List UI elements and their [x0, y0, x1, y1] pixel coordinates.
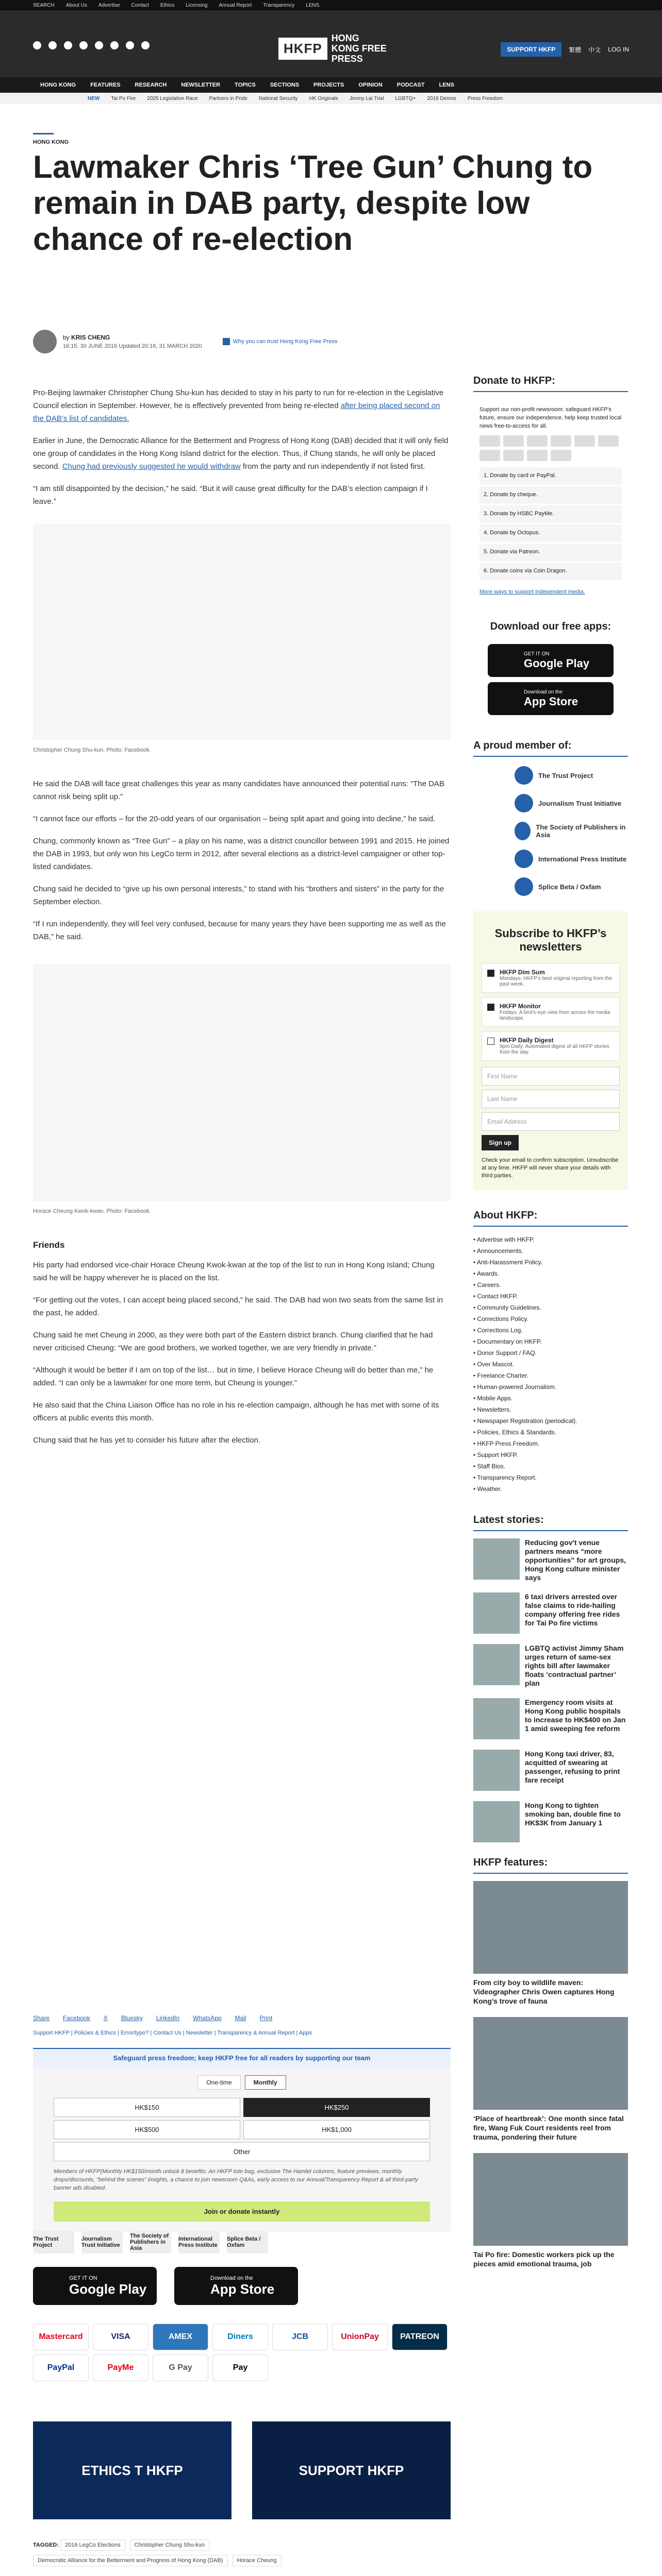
tag[interactable]: Horace Cheung [233, 2555, 282, 2566]
feature-title: From city boy to wildlife maven: Videographer Chris Owen captures Hong Kong’s trove of fauna [473, 1978, 615, 2005]
threads-icon[interactable] [79, 41, 88, 49]
splice-logo[interactable]: Splice Beta / Oxfam [227, 2231, 268, 2253]
category-rule [33, 133, 54, 134]
util-ethics[interactable]: Ethics [160, 2, 175, 8]
tab-monthly[interactable]: Monthly [245, 2075, 286, 2090]
author-avatar[interactable] [33, 330, 57, 353]
nav-topics[interactable]: TOPICS [235, 82, 256, 88]
app-store-button[interactable] [174, 2267, 298, 2305]
inline-link[interactable]: after being placed second on the DAB’s list of candidates. [33, 401, 440, 423]
newsletter-note: Check your email to confirm subscription. Unsubscribe at any time. HKFP will never share your details with third parties. [482, 1157, 619, 1179]
member-jti[interactable] [473, 794, 628, 812]
feature-story[interactable] [473, 1881, 628, 2006]
donate-intro: Support our non-profit newsroom: safeguard HKFP’s future, ensure our independence, help keep trusted local news free-to-access for all. [479, 406, 622, 429]
email-field[interactable]: Email Address [482, 1112, 620, 1131]
ipi-logo[interactable]: International Press Institute [178, 2231, 220, 2253]
trending-item[interactable]: National Security [259, 95, 298, 101]
diners-icon [551, 435, 571, 447]
util-annual-report[interactable]: Annual Report [219, 2, 252, 8]
member-logos-row [33, 2231, 268, 2253]
ipi-icon [515, 850, 533, 868]
newsletter-option[interactable] [482, 997, 620, 1027]
youtube-icon[interactable] [95, 41, 103, 49]
section-subhead: Friends [33, 1240, 65, 1250]
about-title: About HKFP: [473, 1206, 628, 1227]
article-photo [33, 523, 451, 740]
byline [33, 330, 338, 353]
payment-mini-logos [479, 435, 622, 461]
mastercard-logo: Mastercard [33, 2324, 89, 2350]
author-name[interactable]: KRIS CHENG [71, 334, 110, 341]
lang-chinese[interactable]: 中文 [588, 46, 601, 54]
newsletter-desc: Fridays: A bird’s-eye view from across the media landscape. [500, 1010, 610, 1021]
tags-section [33, 2537, 285, 2568]
story-thumbnail [473, 1538, 520, 1580]
newsletter-name: HKFP Monitor [500, 1003, 541, 1010]
paragraph: He also said that the China Liaison Office has no role in his re-election campaign, although he has met with some of its officers at public events this month. [33, 1401, 439, 1422]
tag[interactable]: Christopher Chung Shu-kun [130, 2539, 209, 2551]
newsletter-option[interactable] [482, 1031, 620, 1061]
last-name-field[interactable]: Last Name [482, 1090, 620, 1108]
donate-option[interactable]: 6. Donate coins via Coin Dragon. [479, 563, 622, 580]
apps-title: Download our free apps: [490, 621, 611, 632]
as-big: App Store [210, 2281, 275, 2297]
tagged-label: TAGGED: [33, 2542, 59, 2548]
member-splice[interactable] [473, 877, 628, 896]
trending-item[interactable]: Jimmy Lai Trial [349, 95, 384, 101]
site-header [0, 10, 662, 77]
nav-research[interactable]: RESEARCH [135, 82, 167, 88]
paragraph: His party had endorsed vice-chair Horace Cheung Kwok-kwan at the top of the list to run in Hong Kong Island; Chung said he will be happy wherever he is placed on the list. [33, 1261, 435, 1282]
amex-logo: AMEX [153, 2324, 208, 2350]
amount-option[interactable]: HK$150 [54, 2098, 240, 2117]
trending-item[interactable]: HK Originals [309, 95, 338, 101]
trending-bar [0, 93, 662, 104]
share-bar [33, 2014, 272, 2022]
feature-thumbnail [473, 1881, 628, 1974]
google-play-button[interactable] [33, 2267, 157, 2305]
inline-link[interactable]: Chung had previously suggested he would withdraw [62, 462, 241, 471]
jti-logo[interactable]: Journalism Trust Initiative [81, 2231, 123, 2253]
donate-option[interactable]: 5. Donate via Patreon. [479, 544, 622, 561]
about-list [473, 1234, 628, 1495]
as-small: Download on the [524, 689, 563, 695]
member-label: The Trust Project [538, 771, 593, 779]
patreon-icon [479, 450, 500, 461]
features-title: HKFP features: [473, 1853, 628, 1874]
nav-hong-kong[interactable]: HONG KONG [40, 82, 76, 88]
payme-logo: PayMe [93, 2354, 148, 2381]
about-item[interactable]: • Announcements. [473, 1245, 628, 1257]
story-title: Hong Kong taxi driver, 83, acquitted of swearing at passenger, refusing to print fare receipt [525, 1750, 620, 1784]
paypal-icon [503, 450, 524, 461]
logo-mark: HKFP [278, 38, 327, 60]
story-thumbnail [473, 1592, 520, 1634]
paragraph: Earlier in June, the Democratic Alliance for the Betterment and Progress of Hong Kong (DAB) decided that it will only field one group of candidates in the Hong Kong Island district for the election. Thus, if Chung stands, he will only be placed second. Chung had previously suggested he would withdraw from the party and run independently if not listed first. [33, 436, 449, 471]
donate-widget [33, 2048, 451, 2232]
feature-story[interactable] [473, 2017, 628, 2142]
sopa-icon [515, 822, 531, 840]
util-contact[interactable]: Contact [131, 2, 149, 8]
member-label: The Society of Publishers in Asia [536, 823, 626, 839]
member-label: Splice Beta / Oxfam [538, 883, 601, 891]
util-advertise[interactable]: Advertise [98, 2, 120, 8]
story-thumbnail [473, 1750, 520, 1791]
gpay-icon [551, 450, 571, 461]
checkbox-icon[interactable] [487, 970, 494, 977]
gpay-logo: G Pay [153, 2354, 208, 2381]
newsletter-option[interactable] [482, 963, 620, 993]
trust-label: Why you can trust Hong Kong Free Press [233, 338, 338, 345]
member-title: A proud member of: [473, 736, 628, 757]
trust-project-logo[interactable]: The Trust Project [33, 2231, 74, 2253]
paragraph: “For getting out the votes, I can accept being placed second,” he said. The DAB had won two seats from the same list in the past, he added. [33, 1296, 443, 1317]
jcb-icon [574, 435, 595, 447]
share-mail[interactable]: Mail [235, 2014, 246, 2022]
utility-bar [0, 0, 662, 10]
gp-big: Google Play [69, 2281, 147, 2297]
feature-title: Tai Po fire: Domestic workers pick up the pieces amid emotional trauma, job [473, 2250, 615, 2268]
tag[interactable]: 2016 LegCo Elections [60, 2539, 125, 2551]
x-icon[interactable] [48, 41, 57, 49]
visa-logo: VISA [93, 2324, 148, 2350]
applepay-logo: Pay [212, 2354, 268, 2381]
trust-project-icon [515, 766, 533, 785]
share-x[interactable]: X [103, 2014, 108, 2022]
donate-options [479, 467, 622, 580]
payme-icon [527, 450, 548, 461]
paragraph: “Although it would be better if I am on top of the list… but in time, I believe Horace Cheung will do better than me,” he added. “I can only be a lawmaker for one more term, but Cheung is younger.” [33, 1366, 434, 1387]
unionpay-logo: UnionPay [332, 2324, 388, 2350]
paragraph: “I cannot face our efforts – for the 20-odd years of our organisation – being split apart and going into decline,” he said. [33, 815, 436, 823]
about-item[interactable]: • Anti-Harassment Policy. [473, 1257, 628, 1268]
trending-item[interactable]: Tai Po Fire [111, 95, 136, 101]
paragraph: He said the DAB will face great challenges this year as many candidates have announced their potential runs: “The DAB cannot risk being split up.” [33, 779, 444, 801]
donate-box [473, 399, 628, 601]
jti-icon [515, 794, 533, 812]
newsletter-name: HKFP Daily Digest [500, 1037, 554, 1044]
logo-text: HONG KONG FREE PRESS [331, 33, 387, 64]
story-title: Hong Kong to tighten smoking ban, double fine to HK$3K from January 1 [525, 1801, 621, 1827]
article-category[interactable]: HONG KONG [33, 139, 69, 145]
about-item[interactable]: • Freelance Charter. [473, 1370, 628, 1381]
amount-option[interactable]: HK$500 [54, 2120, 240, 2139]
article-title: Lawmaker Chris ‘Tree Gun’ Chung to remain in DAB party, despite low chance of re-election [33, 149, 593, 257]
byline-prefix: by [63, 334, 70, 341]
nav-newsletter[interactable]: NEWSLETTER [181, 82, 221, 88]
trending-item[interactable]: 2019 Demos [427, 95, 456, 101]
telegram-icon[interactable] [126, 41, 134, 49]
newsletter-desc: 9pm Daily: Automated digest of all HKFP stories from the day. [500, 1044, 609, 1055]
gp-big: Google Play [524, 656, 590, 670]
share-linkedin[interactable]: LinkedIn [156, 2014, 180, 2022]
util-about[interactable]: About Us [65, 2, 87, 8]
about-item[interactable]: • Donor Support / FAQ. [473, 1347, 628, 1359]
amex-icon [527, 435, 548, 447]
member-label: Journalism Trust Initiative [538, 799, 622, 807]
member-ipi[interactable] [473, 850, 628, 868]
member-label: International Press Institute [538, 855, 627, 863]
trust-link[interactable] [223, 338, 338, 345]
latest-story[interactable] [473, 1750, 628, 1791]
trending-item[interactable]: Press Freedom [467, 95, 503, 101]
sidebar [473, 371, 628, 2280]
feature-title: ‘Place of heartbreak’: One month since fatal fire, Wang Fuk Court residents reel from trauma, pondering their future [473, 2114, 624, 2141]
latest-story[interactable] [473, 1538, 628, 1582]
member-trust-project[interactable] [473, 766, 628, 785]
patreon-logo: PATREON [392, 2324, 448, 2350]
about-item[interactable]: • Over Mascot. [473, 1359, 628, 1370]
story-thumbnail [473, 1644, 520, 1685]
as-small: Download on the [210, 2275, 253, 2281]
photo-caption: Christopher Chung Shu-kun. Photo: Facebook. [33, 747, 151, 753]
mastercard-icon [479, 435, 500, 447]
newsletter-desc: Mondays: HKFP’s best original reporting from the past week. [500, 976, 613, 987]
paypal-logo: PayPal [33, 2354, 89, 2381]
story-thumbnail [473, 1698, 520, 1739]
newsletter-name: HKFP Dim Sum [500, 969, 545, 976]
paragraph: Chung said he met Cheung in 2000, as they were both part of the Eastern district branch. Chung clarified that he had never criticised Cheung: “We are good brothers, we worked together, we are very friendly in private.” [33, 1331, 433, 1352]
site-logo[interactable] [278, 33, 388, 64]
story-title: Reducing gov't venue partners means “more opportunities” for art groups, Hong Kong culture minister says [525, 1538, 626, 1582]
join-donate-button[interactable]: Join or donate instantly [54, 2201, 430, 2222]
latest-story[interactable] [473, 1592, 628, 1634]
trust-icon [223, 338, 230, 345]
amount-other[interactable]: Other [54, 2142, 430, 2161]
nav-features[interactable]: FEATURES [90, 82, 121, 88]
publish-dates: 16:15, 30 JUNE 2016 Updated 20:16, 31 MARCH 2020 [63, 343, 202, 349]
first-name-field[interactable]: First Name [482, 1067, 620, 1086]
story-title: LGBTQ activist Jimmy Sham urges return of same-sex rights bill after lawmaker floats ‘contractual partner’ plan [525, 1644, 624, 1687]
payment-logos [33, 2324, 451, 2381]
util-search[interactable]: SEARCH [33, 2, 55, 8]
nav-sections[interactable]: SECTIONS [270, 82, 300, 88]
ethics-banner-text: ETHICS T HKFP [81, 2462, 183, 2478]
splice-icon [515, 877, 533, 896]
nav-podcast[interactable]: PODCAST [396, 82, 425, 88]
signup-button[interactable]: Sign up [482, 1135, 519, 1150]
gp-small: GET IT ON [524, 651, 550, 657]
paragraph: Chung, commonly known as “Tree Gun” – a play on his name, was a district councillor between 1991 and 2015. He joined the DAB in 1993, but only won his LegCo term in 2012, after several elections as a district-level campaigner or other top-listed candidates. [33, 837, 450, 871]
amount-option[interactable]: HK$1,000 [243, 2120, 430, 2139]
sidebar-google-play[interactable] [488, 644, 614, 677]
share-bluesky[interactable]: Bluesky [121, 2014, 143, 2022]
about-item[interactable]: • Staff Bios. [473, 1461, 628, 1472]
support-banner[interactable] [252, 2421, 451, 2519]
support-hkfp-button[interactable]: SUPPORT HKFP [501, 42, 561, 57]
story-title: Emergency room visits at Hong Kong public hospitals to increase to HK$400 on Jan 1 amid sweeping fee reform [525, 1698, 626, 1733]
facebook-icon[interactable] [33, 41, 41, 49]
util-lens[interactable]: LENS [306, 2, 320, 8]
sopa-logo[interactable]: The Society of Publishers in Asia [130, 2231, 171, 2253]
share-print[interactable]: Print [259, 2014, 273, 2022]
paragraph: “I am still disappointed by the decision,” he said. “But it will cause great difficulty for the DAB’s election campaign if I leave.” [33, 484, 428, 506]
about-item[interactable]: • Corrections Log. [473, 1325, 628, 1336]
trending-item[interactable]: 2025 Legislative Race [147, 95, 198, 101]
about-item[interactable]: • Corrections Policy. [473, 1313, 628, 1325]
newsletter-title: Subscribe to HKFP’s newsletters [494, 927, 607, 953]
about-item[interactable]: • Awards. [473, 1268, 628, 1279]
donate-option[interactable]: 1. Donate by card or PayPal. [479, 467, 622, 484]
latest-story[interactable] [473, 1698, 628, 1739]
lang-traditional[interactable]: 繁體 [569, 46, 582, 54]
story-thumbnail [473, 1801, 520, 1842]
nav-lens[interactable]: LENS [439, 82, 454, 88]
about-item[interactable]: • Careers. [473, 1279, 628, 1291]
latest-title: Latest stories: [473, 1510, 628, 1531]
checkbox-icon[interactable] [487, 1004, 494, 1011]
about-item[interactable]: • Contact HKFP. [473, 1291, 628, 1302]
about-item[interactable]: • Weather. [473, 1483, 628, 1495]
story-title: 6 taxi drivers arrested over false claims to ride-hailing company offering free rides for Tai Po fire victims [525, 1592, 620, 1627]
gp-small: GET IT ON [69, 2275, 97, 2281]
feature-thumbnail [473, 2153, 628, 2246]
donate-title: Donate to HKFP: [473, 371, 628, 392]
member-sopa[interactable] [473, 822, 628, 840]
nav-opinion[interactable]: OPINION [358, 82, 383, 88]
about-item[interactable]: • Policies, Ethics & Standards. [473, 1427, 628, 1438]
main-nav [0, 77, 662, 93]
feature-thumbnail [473, 2017, 628, 2110]
linkedin-icon[interactable] [110, 41, 119, 49]
support-banner-text: SUPPORT HKFP [299, 2462, 404, 2478]
trending-new-label: NEW [88, 95, 100, 101]
trending-item[interactable]: Partners in Pride [209, 95, 248, 101]
bluesky-icon[interactable] [141, 41, 150, 49]
login-link[interactable]: LOG IN [608, 46, 629, 53]
newsletter-box [473, 911, 628, 1190]
about-item[interactable]: • Human-powered Journalism. [473, 1381, 628, 1393]
about-item[interactable]: • Newspaper Registration (periodical). [473, 1415, 628, 1427]
social-links [33, 41, 150, 49]
about-item[interactable]: • Newsletters. [473, 1404, 628, 1415]
sidebar-app-store[interactable] [488, 682, 614, 715]
tag[interactable]: Democratic Alliance for the Betterment and Progress of Hong Kong (DAB) [33, 2555, 228, 2566]
membership-note: Members of HKFP(Monthly HK$150/month unlock 8 benefits: An HKFP tote bag, exclusive The Hamlet columns, feature previews, monthly drops/discounts, “behind the scenes” insights, a chance to join newsroom Q&As, early access to our Annual/Transparency Report & all third-party banner ads disabled. [54, 2168, 418, 2191]
ethics-banner[interactable] [33, 2421, 231, 2519]
app-store-row [33, 2267, 298, 2305]
paragraph: “If I run independently, they will feel very confused, because for many years they have been supporting me as well as the DAB,” he said. [33, 920, 446, 941]
latest-story[interactable] [473, 1801, 628, 1842]
trending-item[interactable]: LGBTQ+ [395, 95, 416, 101]
unionpay-icon [598, 435, 619, 447]
article-footer-links[interactable]: Support HKFP | Policies & Ethics | Error/typo? | Contact Us | Newsletter | Transparency & Annual Report | Apps [33, 2030, 312, 2036]
diners-logo: Diners [212, 2324, 268, 2350]
about-item[interactable]: • Documentary on HKFP. [473, 1336, 628, 1347]
share-facebook[interactable]: Facebook [63, 2014, 90, 2022]
donate-option[interactable]: 4. Donate by Octopus. [479, 524, 622, 541]
tab-one-time[interactable]: One-time [197, 2075, 240, 2090]
amount-option-selected[interactable]: HK$250 [243, 2098, 430, 2117]
as-big: App Store [524, 694, 578, 708]
about-item[interactable]: • Transparency Report. [473, 1472, 628, 1483]
about-item[interactable]: • HKFP Press Freedom. [473, 1438, 628, 1449]
donate-option[interactable]: 3. Donate by HSBC PayMe. [479, 505, 622, 522]
donate-option[interactable]: 2. Donate by cheque. [479, 486, 622, 503]
share-whatsapp[interactable]: WhatsApp [193, 2014, 222, 2022]
about-item[interactable]: • Advertise with HKFP. [473, 1234, 628, 1245]
checkbox-icon[interactable] [487, 1038, 494, 1045]
latest-story[interactable] [473, 1644, 628, 1688]
more-ways-link[interactable]: More ways to support independent media. [479, 589, 585, 595]
util-transparency[interactable]: Transparency [263, 2, 295, 8]
jcb-logo: JCB [272, 2324, 328, 2350]
instagram-icon[interactable] [64, 41, 72, 49]
about-item[interactable]: • Mobile Apps. [473, 1393, 628, 1404]
about-item[interactable]: • Community Guidelines. [473, 1302, 628, 1313]
article-body [33, 386, 451, 1456]
about-item[interactable]: • Support HKFP. [473, 1449, 628, 1461]
visa-icon [503, 435, 524, 447]
util-licensing[interactable]: Licensing [186, 2, 208, 8]
feature-story[interactable] [473, 2153, 628, 2268]
paragraph: Pro-Beijing lawmaker Christopher Chung Shu-kun has decided to stay in his party to run for re-election in the Legislative Council election in September. However, he is effectively prevented from being re-elected after being placed second on the DAB’s list of candidates. [33, 388, 444, 423]
share-label: Share [33, 2014, 50, 2022]
article-photo [33, 964, 451, 1201]
paragraph: Chung said he decided to “give up his own personal interests,” to stand with his “brothers and sisters” in the party for the September election. [33, 885, 444, 906]
photo-caption: Horace Cheung Kwok-kwan. Photo: Facebook. [33, 1208, 151, 1214]
donate-headline[interactable]: Safeguard press freedom; keep HKFP free for all readers by supporting our team [33, 2049, 451, 2067]
paragraph: Chung said that he has yet to consider his future after the election. [33, 1436, 261, 1445]
nav-projects[interactable]: PROJECTS [313, 82, 344, 88]
